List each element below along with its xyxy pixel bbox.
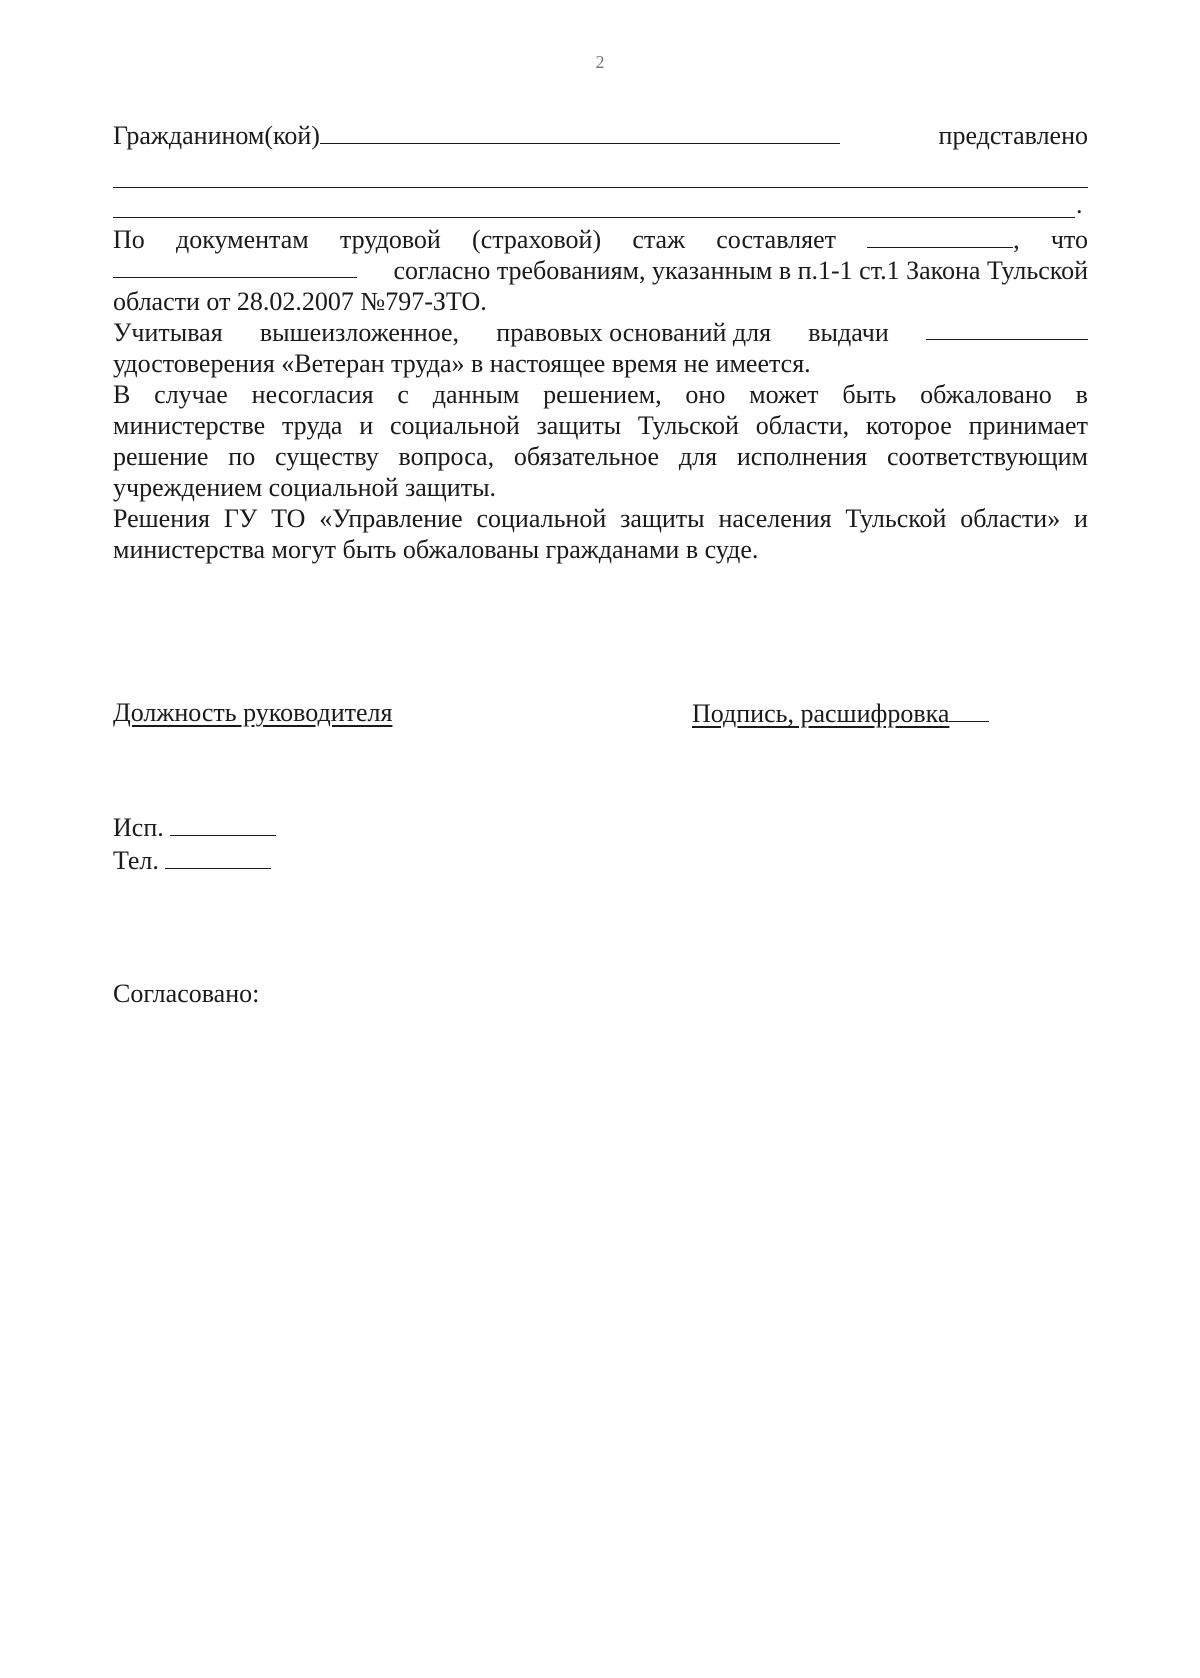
word: в [1075, 380, 1088, 409]
word: выдачи [808, 318, 889, 347]
experience-line-3: области от 28.02.2007 №797-ЗТО. [113, 287, 487, 316]
word: ТО [271, 504, 306, 533]
word: Тульской [845, 504, 947, 533]
citizen-label [113, 120, 840, 151]
executor-blank [170, 813, 276, 836]
appeal-line-1 [113, 379, 1088, 410]
agreed-label: Согласовано: [113, 979, 260, 1008]
word: несогласия [251, 380, 374, 409]
signature-label-text: Подпись, расшифровка [692, 699, 950, 728]
word: министерстве [113, 411, 266, 440]
requirement-status-blank [113, 255, 357, 278]
position-label [113, 697, 392, 728]
word: По [113, 225, 145, 254]
word: стаж [632, 225, 686, 254]
word: случае [154, 380, 228, 409]
word: обжаловано [920, 380, 1052, 409]
considering-line-1 [113, 317, 1088, 348]
word: труда [282, 411, 343, 440]
word: исполнения [736, 442, 868, 471]
issuance-blank [926, 317, 1088, 340]
decisions-line-1 [113, 503, 1088, 534]
appeal-line-4: учреждением социальной защиты. [113, 473, 497, 502]
word: что [1050, 225, 1088, 254]
signature-tail-blank [949, 697, 989, 722]
appeal-line-2 [113, 410, 1088, 441]
word: Решения [113, 504, 211, 533]
blank-rule-1 [113, 187, 1088, 188]
position-label-text: Должность руководителя [113, 698, 393, 727]
executor-line [113, 812, 276, 843]
page-number: 2 [595, 52, 605, 72]
experience-duration-field [867, 224, 1020, 255]
word: с [397, 380, 409, 409]
word: документам [175, 225, 309, 254]
word: для [678, 442, 718, 471]
word: области, [755, 411, 850, 440]
word: обязательное [513, 442, 660, 471]
word: и [359, 411, 374, 440]
word: решение [113, 442, 209, 471]
signature-label [692, 697, 989, 729]
blank-rule-2 [113, 217, 1075, 218]
word: решением, [543, 380, 662, 409]
word: социальной [476, 504, 607, 533]
word: соответствующим [886, 442, 1088, 471]
word: вопроса, [398, 442, 495, 471]
experience-blank [867, 225, 1013, 248]
word: защиты [536, 411, 622, 440]
considering-line-2: удостоверения «Ветеран труда» в настоящее время не имеется. [113, 349, 811, 378]
word: социальной [389, 411, 520, 440]
word: (страховой) [472, 225, 602, 254]
experience-line-2 [113, 255, 1088, 286]
requirement-text: согласно требованиям, указанным в п.1-1 ст.1 Закона Тульской [393, 256, 1088, 285]
appeal-line-3 [113, 441, 1088, 472]
decisions-line-2: министерства могут быть обжалованы гражданами в суде. [113, 535, 759, 564]
word: населения [718, 504, 832, 533]
word: и [1074, 504, 1088, 533]
word: которое [865, 411, 952, 440]
citizen-line [113, 120, 1088, 151]
presented-label: представлено [938, 121, 1088, 150]
citizen-prefix: Гражданином(кой) [113, 121, 320, 150]
executor-label: Исп. [113, 813, 164, 842]
phone-line [113, 845, 271, 876]
word: вышеизложенное, [259, 318, 460, 347]
citizen-name-blank [320, 121, 840, 144]
word: В [113, 380, 131, 409]
word: Учитывая [113, 318, 223, 347]
word: Тульской [637, 411, 739, 440]
phone-label: Тел. [113, 846, 159, 875]
word: по [228, 442, 256, 471]
phone-blank [165, 846, 271, 869]
word: принимает [968, 411, 1088, 440]
comma: , [1013, 225, 1020, 254]
word: существу [275, 442, 379, 471]
word: может [749, 380, 819, 409]
word: «Управление [319, 504, 463, 533]
trailing-dot: . [1076, 190, 1083, 219]
word: оно [685, 380, 726, 409]
word: защиты [620, 504, 705, 533]
word: быть [842, 380, 897, 409]
word: данным [432, 380, 520, 409]
word: составляет [716, 225, 836, 254]
word: правовых оснований для [496, 318, 772, 347]
word: ГУ [223, 504, 258, 533]
word: трудовой [339, 225, 441, 254]
word: области» [960, 504, 1061, 533]
experience-line-1 [113, 224, 1088, 255]
